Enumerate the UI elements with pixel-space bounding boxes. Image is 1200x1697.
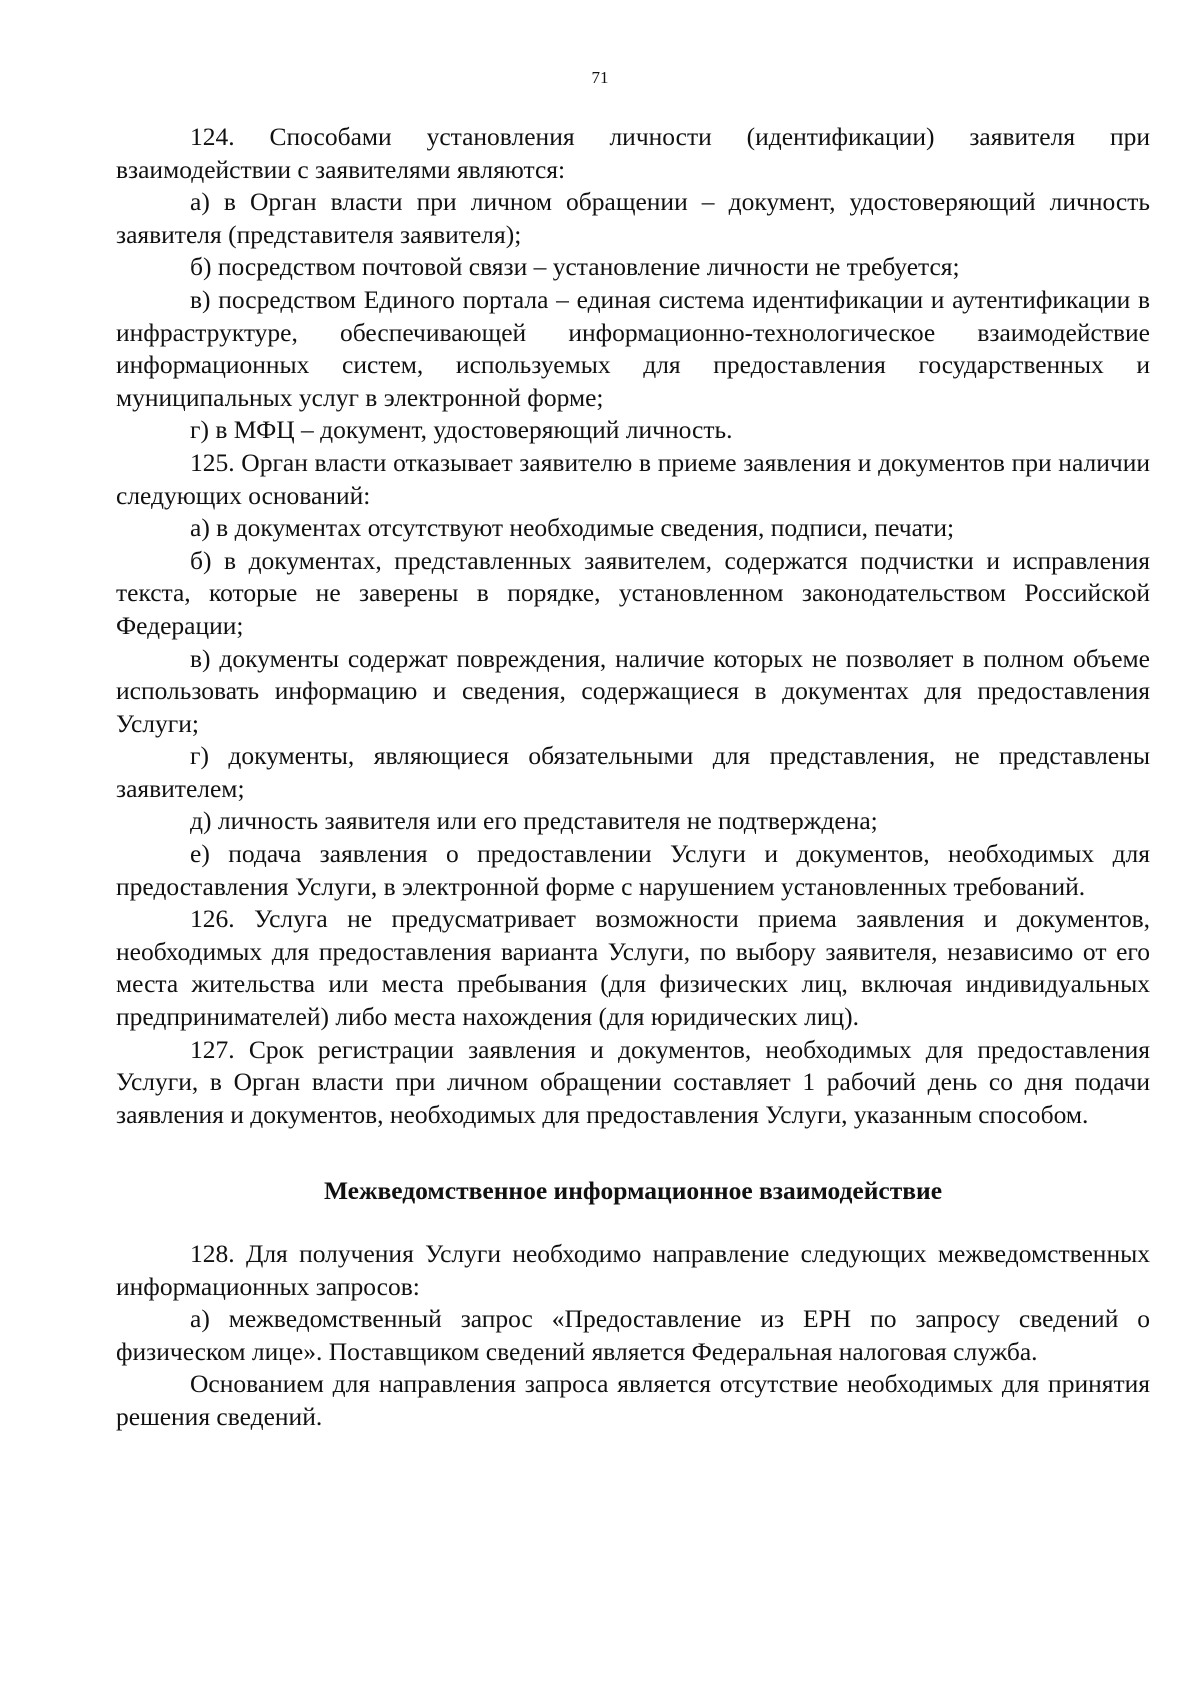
paragraph-124-g: г) в МФЦ – документ, удостоверяющий личность.	[190, 415, 733, 445]
paragraph-124-a: а) в Орган власти при личном обращении – документ, удостоверяющий личность заявителя (представителя заявителя);	[116, 187, 1150, 249]
paragraph-125-e: е) подача заявления о предоставлении Услуги и документов, необходимых для предоставления Услуги, в электронной форме с нарушением установленных требований.	[116, 839, 1150, 901]
paragraph-125-v: в) документы содержат повреждения, наличие которых не позволяет в полном объеме использовать информацию и сведения, содержащиеся в документах для предоставления Услуги;	[116, 643, 1150, 738]
paragraph-125-g: г) документы, являющиеся обязательными для представления, не представлены заявителем;	[116, 741, 1150, 803]
paragraph-124-v: в) посредством Единого портала – единая система идентификации и аутентификации в инфраструктуре, обеспечивающей информационно-технологическое взаимодействие информационных систем, используемых для предоставления государственных и муниципальных услуг в электронной форме;	[116, 284, 1150, 412]
paragraph-125-a: а) в документах отсутствуют необходимые сведения, подписи, печати;	[190, 513, 955, 543]
paragraph-125-d: д) личность заявителя или его представителя не подтверждена;	[190, 806, 878, 836]
paragraph-125: 125. Орган власти отказывает заявителю в приеме заявления и документов при наличии следующих оснований:	[116, 447, 1150, 510]
paragraph-127: 127. Срок регистрации заявления и документов, необходимых для предоставления Услуги, в Орган власти при личном обращении составляет 1 рабочий день со дня подачи заявления и документов, необходимых для предоставления Услуги, указанным способом.	[116, 1034, 1150, 1129]
document-body	[116, 121, 1150, 1434]
paragraph-128-a: а) межведомственный запрос «Предоставление из ЕРН по запросу сведений о физическом лице». Поставщиком сведений является Федеральная налоговая служба.	[116, 1304, 1150, 1366]
paragraph-124-b: б) посредством почтовой связи – установление личности не требуется;	[190, 252, 960, 282]
paragraph-125-b: б) в документах, представленных заявителем, содержатся подчистки и исправления текста, которые не заверены в порядке, установленном законодательством Российской Федерации;	[116, 545, 1150, 640]
section-heading: Межведомственное информационное взаимодействие	[323, 1176, 943, 1206]
paragraph-128-basis: Основанием для направления запроса является отсутствие необходимых для принятия решения сведений.	[116, 1369, 1150, 1431]
paragraph-128: 128. Для получения Услуги необходимо направление следующих межведомственных информационных запросов:	[116, 1239, 1150, 1301]
page-number: 71	[591, 68, 609, 87]
paragraph-126: 126. Услуга не предусматривает возможности приема заявления и документов, необходимых для предоставления варианта Услуги, по выбору заявителя, независимо от его места жительства или места пребывания (для физических лиц, включая индивидуальных предпринимателей) либо места нахождения (для юридических лиц).	[116, 904, 1150, 1032]
paragraph-124: 124. Способами установления личности (идентификации) заявителя при взаимодействии с заявителями являются:	[116, 122, 1150, 184]
